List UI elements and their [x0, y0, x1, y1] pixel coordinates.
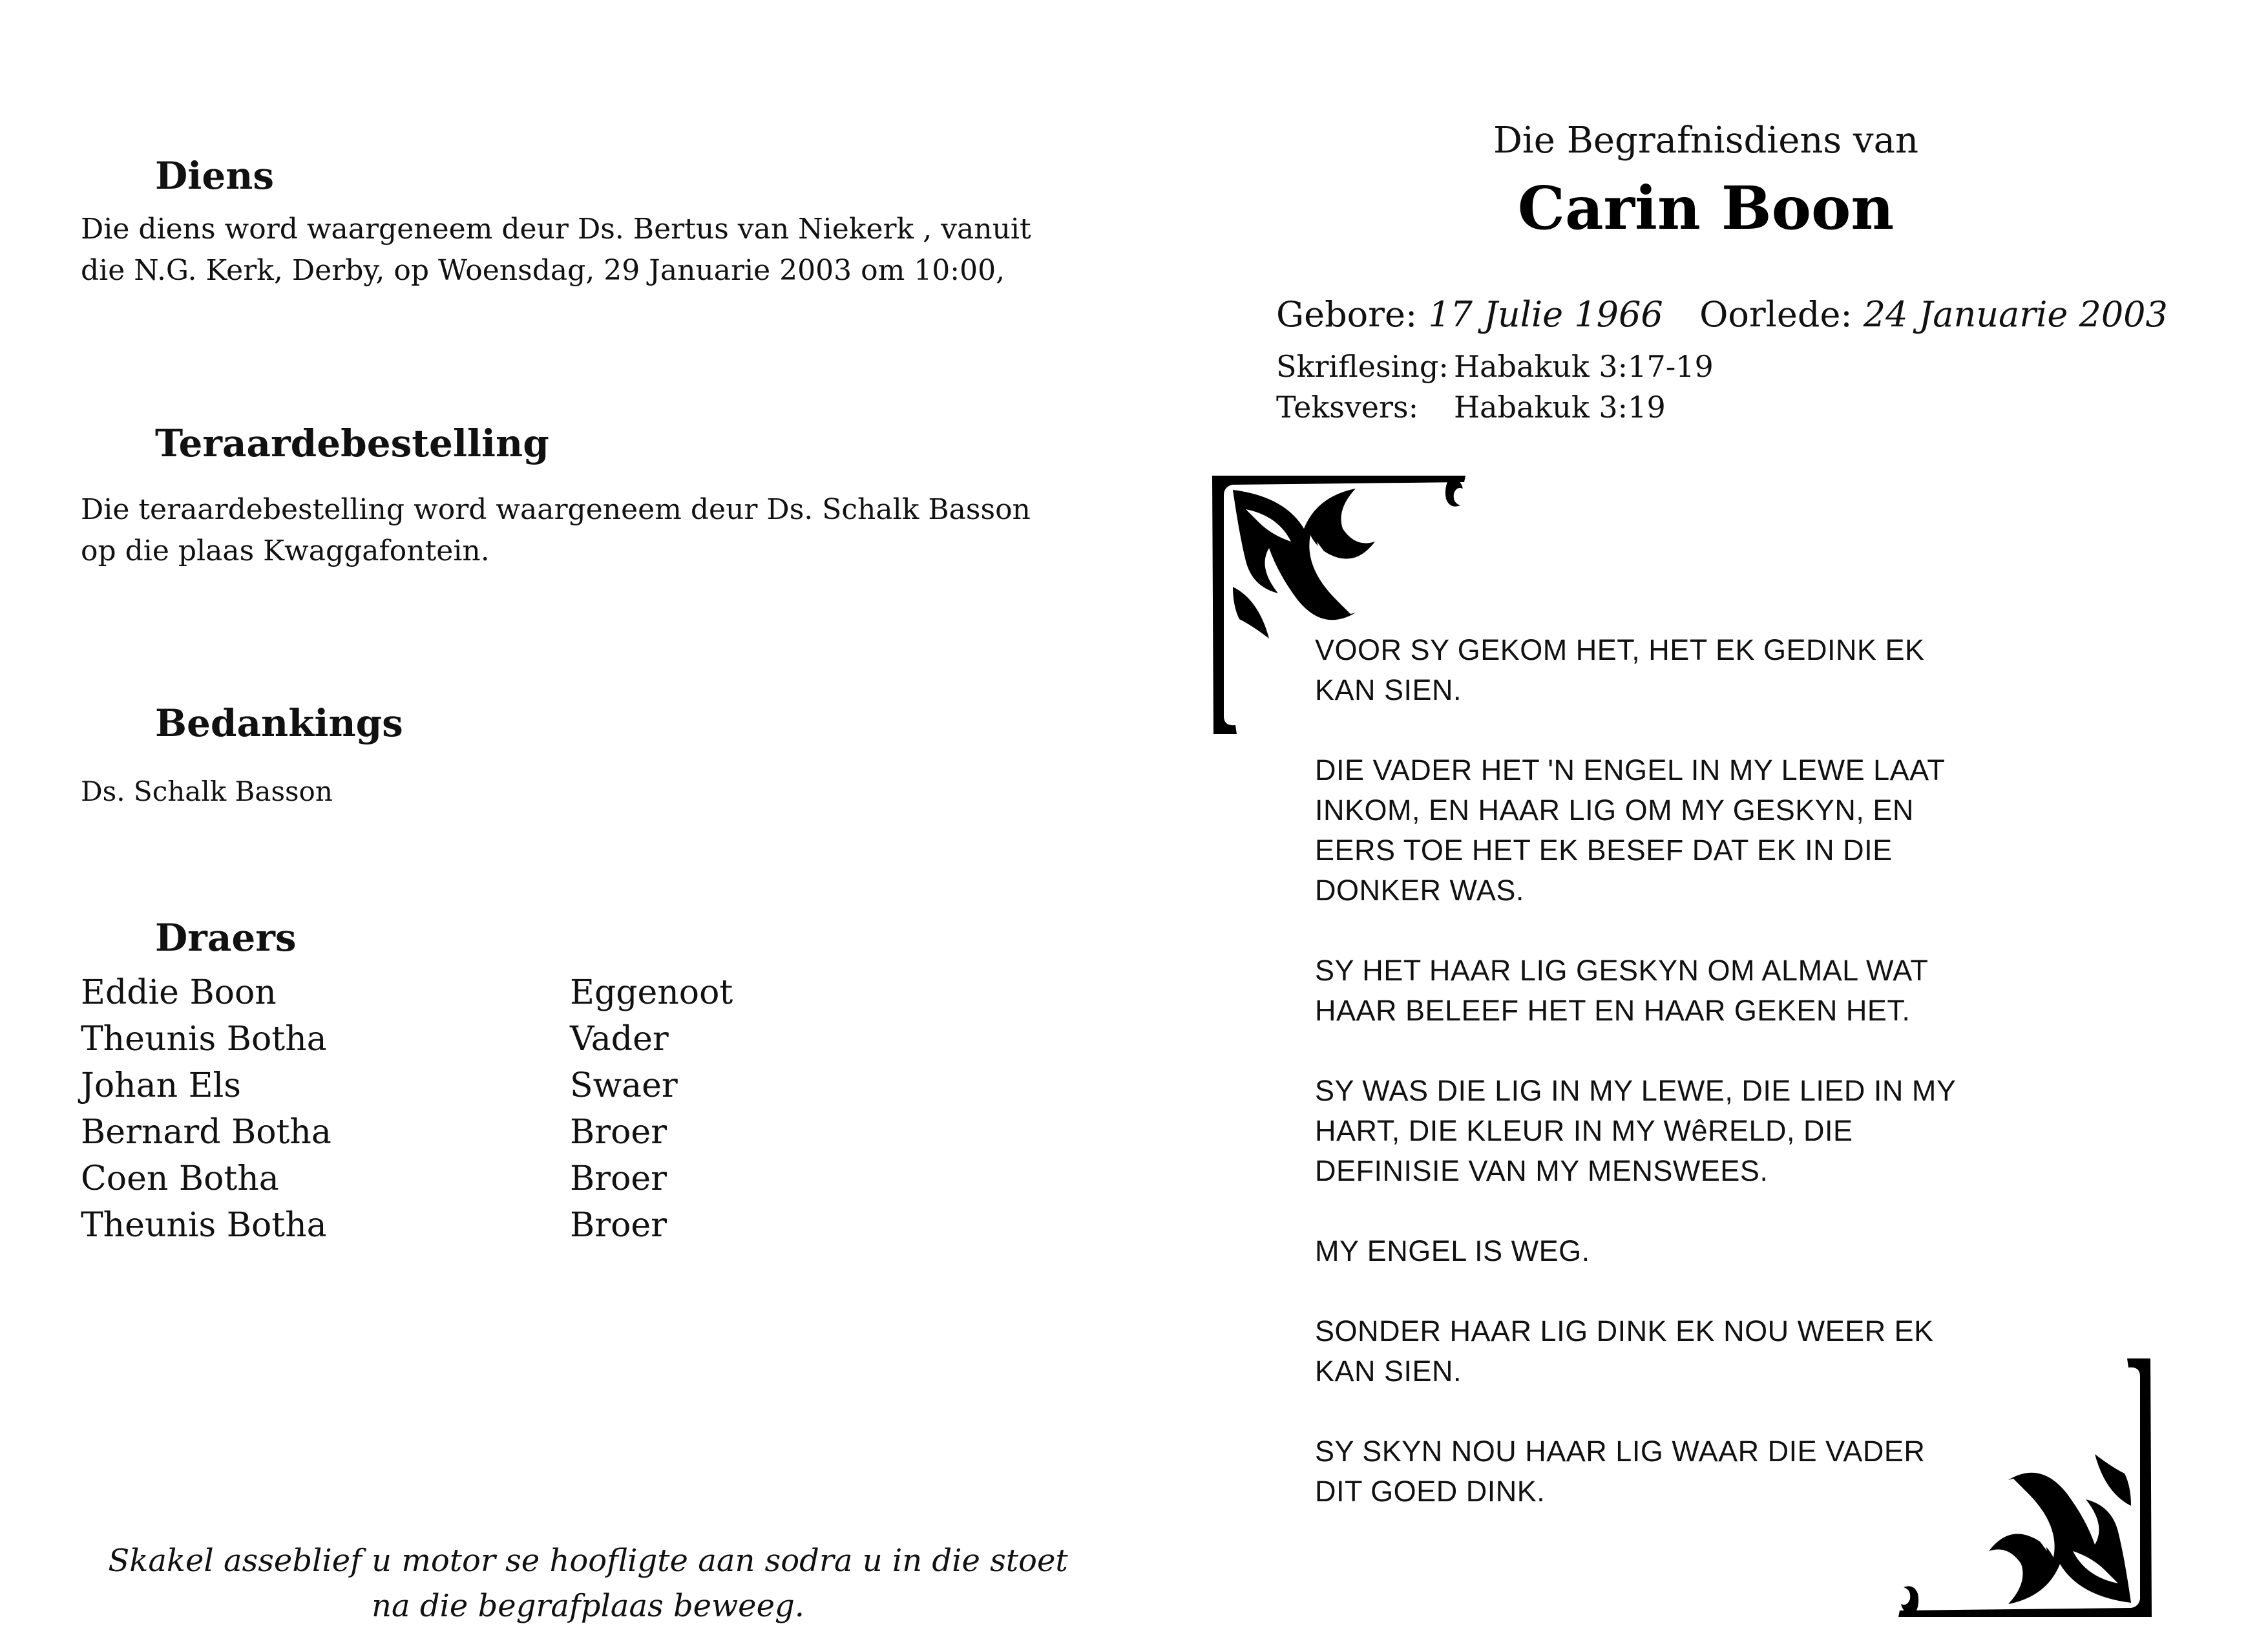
bearer-name: Bernard Botha	[81, 1113, 331, 1152]
reading-label: Skriflesing:	[1276, 349, 1449, 384]
corner-ornament-icon	[1885, 1357, 2157, 1622]
bearer-relation: Vader	[570, 1020, 669, 1059]
footer-line-2: na die begrafplaas beweeg.	[372, 1588, 804, 1624]
dates-line	[1276, 294, 2168, 335]
bearer-name: Eddie Boon	[81, 973, 277, 1012]
bearer-row	[81, 1016, 792, 1062]
text-label: Teksvers:	[1276, 390, 1419, 425]
poem-line: KAN SIEN.	[1315, 1355, 1462, 1388]
poem-line: SY WAS DIE LIG IN MY LEWE, DIE LIED IN MY	[1315, 1074, 1957, 1107]
bearer-row	[81, 1062, 792, 1109]
bearer-row	[81, 1202, 792, 1249]
died-label: Oorlede:	[1699, 294, 1853, 335]
intro-line: Die Begrafnisdiens van	[1493, 120, 1919, 162]
bearer-relation: Broer	[570, 1113, 667, 1152]
poem-line: DONKER WAS.	[1315, 874, 1524, 907]
poem-line: KAN SIEN.	[1315, 673, 1462, 706]
bearer-relation: Eggenoot	[570, 973, 733, 1012]
burial-heading: Teraardebestelling	[155, 421, 549, 465]
bearers-list	[81, 969, 792, 1249]
bearer-name: Johan Els	[81, 1066, 241, 1105]
poem-line: INKOM, EN HAAR LIG OM MY GESKYN, EN	[1315, 794, 1914, 827]
thanks-text: Ds. Schalk Basson	[81, 776, 333, 807]
deceased-name: Carin Boon	[1517, 173, 1895, 243]
poem-line: HART, DIE KLEUR IN MY WêRELD, DIE	[1315, 1114, 1853, 1147]
poem-line: SY SKYN NOU HAAR LIG WAAR DIE VADER	[1315, 1435, 1926, 1468]
poem-line: HAAR BELEEF HET EN HAAR GEKEN HET.	[1315, 994, 1911, 1027]
poem-line: DEFINISIE VAN MY MENSWEES.	[1315, 1154, 1769, 1187]
service-line-1: Die diens word waargeneem deur Ds. Bertus van Niekerk , vanuit	[81, 213, 1031, 246]
footer-line-1: Skakel asseblief u motor se hoofligte aan sodra u in die stoet	[108, 1543, 1068, 1579]
poem-line: EERS TOE HET EK BESEF DAT EK IN DIE	[1315, 834, 1893, 867]
bearer-name: Coen Botha	[81, 1159, 279, 1198]
poem-line: MY ENGEL IS WEG.	[1315, 1234, 1590, 1267]
footer-note	[84, 1538, 1092, 1629]
bearer-row	[81, 969, 792, 1016]
died-value: 24 Januarie 2003	[1863, 294, 2168, 335]
poem-line: DIE VADER HET 'N ENGEL IN MY LEWE LAAT	[1315, 754, 1946, 787]
service-line-2: die N.G. Kerk, Derby, op Woensdag, 29 Januarie 2003 om 10:00,	[81, 254, 1005, 287]
service-heading: Diens	[155, 154, 275, 198]
burial-line-2: op die plaas Kwaggafontein.	[81, 534, 490, 567]
text-value: Habakuk 3:19	[1454, 390, 1666, 425]
poem-line: SONDER HAAR LIG DINK EK NOU WEER EK	[1315, 1315, 1934, 1347]
burial-line-1: Die teraardebestelling word waargeneem deur Ds. Schalk Basson	[81, 493, 1031, 526]
bearer-row	[81, 1109, 792, 1156]
bearer-relation: Broer	[570, 1159, 667, 1198]
bearer-relation: Broer	[570, 1206, 667, 1245]
bearer-name: Theunis Botha	[81, 1206, 327, 1245]
bearer-name: Theunis Botha	[81, 1020, 327, 1059]
bearer-relation: Swaer	[570, 1066, 678, 1105]
poem-line: DIT GOED DINK.	[1315, 1475, 1546, 1508]
bearers-heading: Draers	[155, 916, 297, 960]
reading-value: Habakuk 3:17-19	[1454, 349, 1714, 384]
born-value: 17 Julie 1966	[1428, 294, 1663, 335]
born-label: Gebore:	[1276, 294, 1418, 335]
thanks-heading: Bedankings	[155, 701, 403, 745]
poem-line: VOOR SY GEKOM HET, HET EK GEDINK EK	[1315, 633, 1925, 666]
poem-line: SY HET HAAR LIG GESKYN OM ALMAL WAT	[1315, 954, 1929, 987]
bearer-row	[81, 1156, 792, 1202]
